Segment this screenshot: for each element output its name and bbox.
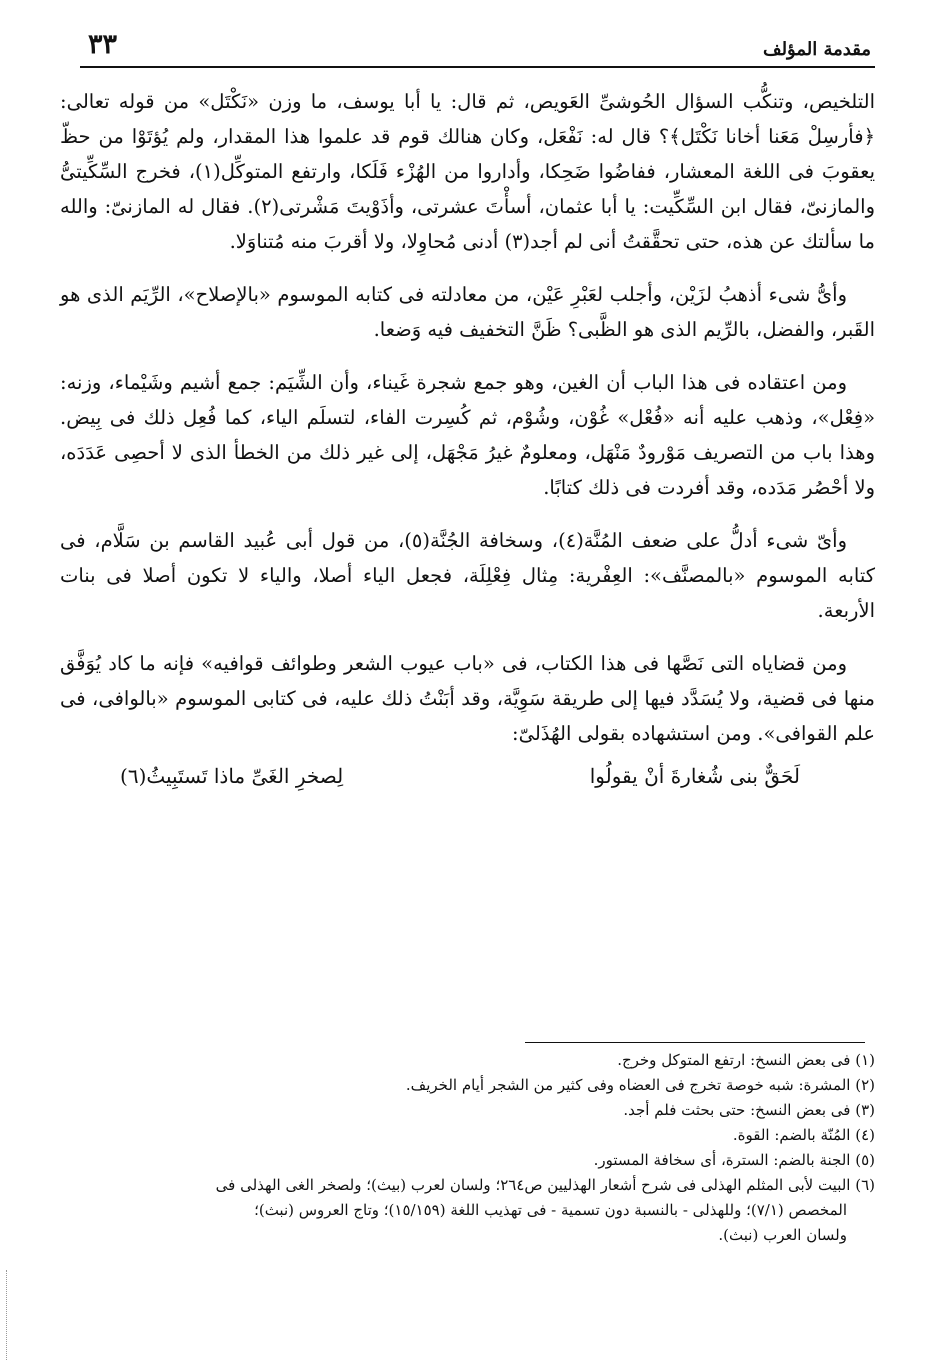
- footnote-2: (٢) المشرة: شبه خوصة تخرج فى العضاه وفى كثير من الشجر أيام الخريف.: [405, 1076, 875, 1094]
- paragraph: ومن قضاياه التى نَصَّها فى هذا الكتاب، فى «باب عيوب الشعر وطوائف قوافيه» فإنه ما كاد يُوَفَّق منها فى قضية، ولا يُسَدَّد فيها إلى طريقة سَوِيَّة، وقد أبَنْتُ ذلك عليه، فى كتابى الموسوم «بالوافى، فى علم القوافى». ومن استشهاده بقولى الهُذَلىّ:: [60, 652, 875, 745]
- poetry-verse: [60, 759, 875, 793]
- footnote-6: (٦) البيت لأبى المثلم الهذلى فى شرح أشعار الهذليين ص٢٦٤؛ ولسان لعرب (بيث)؛ ولصخر الغى الهذلى فى: [215, 1176, 875, 1194]
- footnote-3: (٣) فى بعض النسخ: حتى بحثت فلم أجد.: [623, 1101, 875, 1119]
- footnote-5: (٥) الجنة بالضم: السترة، أى سخافة المستور.: [593, 1151, 875, 1169]
- footnote-6-continuation: ولسان العرب (نبث).: [718, 1226, 847, 1244]
- verse-first-hemistich: لَحَقٌّ بنى شُغارةَ أنْ يقولُوا: [589, 764, 800, 788]
- footnote-separator: [525, 1042, 865, 1043]
- footnote-6-continuation: المخصص (٧/١)؛ وللهذلى - بالنسبة دون تسمية - فى تهذيب اللغة (١٥/١٥٩)؛ وتاج العروس (نبث)؛: [254, 1201, 847, 1219]
- page-number: ٣٣: [88, 29, 118, 60]
- running-title: مقدمة المؤلف: [762, 39, 871, 60]
- verse-second-hemistich: لِصخرِ الغَىِّ ماذا تَستَبِيثُ(٦): [120, 764, 344, 788]
- paragraph: وأىّ شىء أدلُّ على ضعف المُنَّة(٤)، وسخافة الجُنَّة(٥)، من قول أبى عُبيد القاسم بن سَلَّام، فى كتابه الموسوم «بالمصنَّف»: العِفْرية: مِثال فِعْلِلَة، فجعل الياء أصلا، والياء لا تكون أصلا فى بنات الأربعة.: [60, 529, 875, 622]
- page-header: [80, 22, 875, 68]
- footnote-1: (١) فى بعض النسخ: ارتفع المتوكل وخرج.: [617, 1051, 875, 1069]
- body-text: [60, 84, 875, 751]
- paragraph: وأىُّ شىء أذهبُ لزَيْن، وأجلب لعَبْرِ عَيْن، من معادلته فى كتابه الموسوم «بالإصلاح»، الرِّيَم الذى هو القَبر، والفضل، بالرِّيم الذى هو الظَّبى؟ ظَنَّ التخفيف فيه وَضعا.: [60, 283, 875, 341]
- footnote-4: (٤) المُنّة بالضم: القوة.: [732, 1126, 875, 1144]
- scan-gutter-mark: [6, 1270, 9, 1360]
- paragraph: التلخيص، وتنكُّب السؤال الحُوشىِّ العَويص، ثم قال: يا أبا يوسف، ما وزن «نَكْتَل» من قوله تعالى: ﴿فأرسِلْ مَعَنا أخانا نَكْتَل﴾؟ قال له: نَفْعَل، وكان هنالك قوم قد علموا هذا المقدار، ولم يُؤتَوْا من حظّ يعقوبَ فى اللغة المعشار، ففاضُوا ضَحِكا، وأداروا من الهُزْء فَلَكا، وارتفع المتوكِّل(١)، فخرج السِّكِّيتىُّ والمازنىّ، فقال ابن السِّكِّيت: يا أبا عثمان، أسأْتَ عشرتى، وأذَوْيتَ مَشْرتى(٢). فقال له المازنىّ: والله ما سألتك عن هذه، حتى تحقَّقتُ أنى لم أجد(٣) أدنى مُحاوِلا، ولا أقربَ منه مُتناوَلا.: [60, 90, 876, 253]
- paragraph: ومن اعتقاده فى هذا الباب أن الغين، وهو جمع شجرة غَيناء، وأن الشِّيَم: جمع أشيم وشَيْماء، وزنه: «فِعْل»، وذهب عليه أنه «فُعْل» غُوْن، وشُوْم، ثم كُسِرت الفاء، لتسلَم الياء، كما فُعِل ذلك فى بِيض. وهذا باب من التصريف مَوْرودٌ مَنْهَل، ومعلومٌ غيرُ مَجْهَل، إلى غير ذلك من الخطأ الذى لا أحصِى عَدَدَه، ولا أحْصُر مَدَده، وقد أفردت فى ذلك كتابًا.: [60, 371, 875, 499]
- footnotes: [60, 1048, 875, 1248]
